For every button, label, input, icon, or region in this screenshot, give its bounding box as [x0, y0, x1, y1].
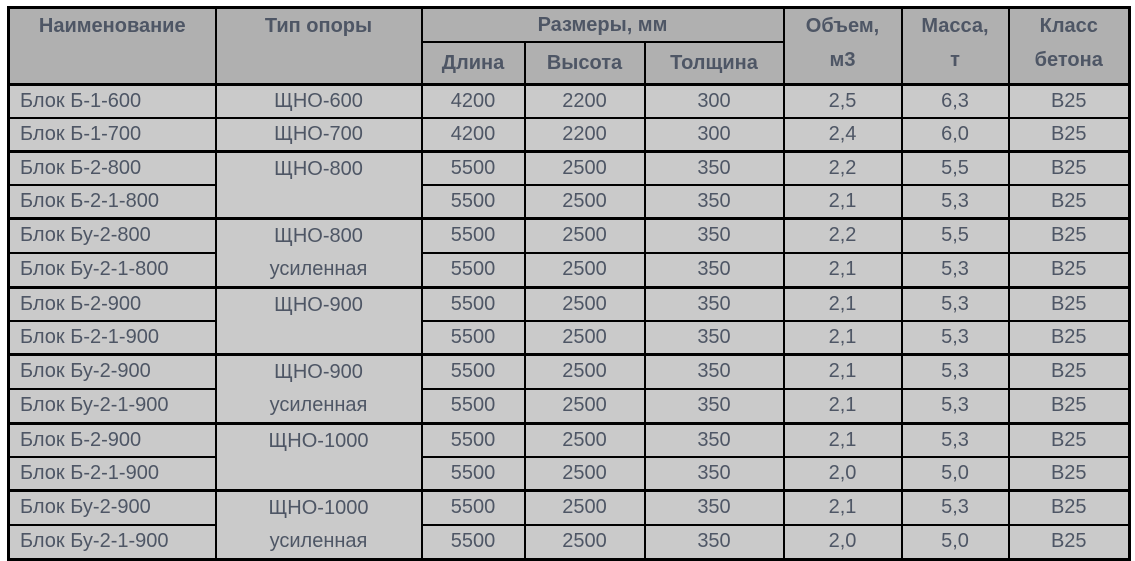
cell-volume: 2,0: [784, 457, 902, 491]
cell-mass: 5,5: [902, 152, 1009, 186]
cell-length: 4200: [422, 85, 525, 119]
support-type-line1: ЩНО-800: [274, 158, 363, 180]
table-row: [9, 457, 1130, 491]
cell-thickness: 300: [645, 85, 784, 119]
cell-thickness: 350: [645, 219, 784, 254]
cell-name: Блок Б-2-800: [9, 152, 216, 186]
header-mass-line1: Масса,: [921, 15, 989, 37]
cell-name: Блок Бу-2-800: [9, 219, 216, 254]
cell-concrete-class: В25: [1009, 118, 1130, 152]
table-row: [9, 253, 1130, 288]
cell-support-type: [216, 355, 422, 424]
cell-height: 2500: [525, 152, 645, 186]
cell-thickness: 350: [645, 321, 784, 355]
cell-mass: 5,3: [902, 424, 1009, 458]
table-row: [9, 525, 1130, 560]
cell-mass: 6,3: [902, 85, 1009, 119]
cell-height: 2500: [525, 355, 645, 390]
concrete-blocks-table: [7, 6, 1131, 561]
cell-length: 5500: [422, 389, 525, 424]
cell-volume: 2,1: [784, 321, 902, 355]
header-cell-height: Высота: [525, 42, 645, 85]
cell-concrete-class: В25: [1009, 424, 1130, 458]
support-type-line2: усиленная: [269, 530, 368, 552]
support-type-line1: ЩНО-1000: [268, 430, 369, 452]
cell-thickness: 350: [645, 525, 784, 560]
cell-concrete-class: В25: [1009, 491, 1130, 526]
header-cell-length: Длина: [422, 42, 525, 85]
cell-support-type: [216, 152, 422, 219]
cell-height: 2500: [525, 491, 645, 526]
cell-support-type: ЩНО-600: [216, 85, 422, 119]
cell-volume: 2,0: [784, 525, 902, 560]
header-volume-line1: Объем,: [805, 15, 880, 37]
cell-mass: 5,3: [902, 355, 1009, 390]
cell-concrete-class: В25: [1009, 389, 1130, 424]
cell-concrete-class: В25: [1009, 185, 1130, 219]
cell-length: 4200: [422, 118, 525, 152]
cell-name: Блок Б-2-1-800: [9, 185, 216, 219]
support-type-line1: ЩНО-800: [274, 225, 363, 247]
cell-concrete-class: В25: [1009, 152, 1130, 186]
cell-concrete-class: В25: [1009, 85, 1130, 119]
cell-name: Блок Б-2-900: [9, 424, 216, 458]
cell-height: 2500: [525, 424, 645, 458]
cell-volume: 2,1: [784, 355, 902, 390]
cell-volume: 2,2: [784, 219, 902, 254]
table-header: [9, 8, 1130, 85]
cell-volume: 2,4: [784, 118, 902, 152]
cell-height: 2500: [525, 288, 645, 322]
cell-length: 5500: [422, 321, 525, 355]
cell-name: Блок Б-1-600: [9, 85, 216, 119]
support-type-line1: ЩНО-900: [274, 294, 363, 316]
header-mass-line2: т: [950, 49, 960, 71]
cell-volume: 2,1: [784, 253, 902, 288]
header-row-1: [9, 8, 1130, 43]
cell-support-type: [216, 288, 422, 355]
cell-concrete-class: В25: [1009, 288, 1130, 322]
table-body: [9, 85, 1130, 560]
cell-length: 5500: [422, 457, 525, 491]
cell-height: 2500: [525, 185, 645, 219]
cell-length: 5500: [422, 355, 525, 390]
cell-support-type: ЩНО-700: [216, 118, 422, 152]
cell-concrete-class: В25: [1009, 219, 1130, 254]
table-row: [9, 152, 1130, 186]
table-row: [9, 424, 1130, 458]
header-cell-support-type: Тип опоры: [216, 8, 422, 85]
header-class-line1: Класс: [1039, 15, 1098, 37]
cell-thickness: 300: [645, 118, 784, 152]
cell-height: 2200: [525, 118, 645, 152]
cell-length: 5500: [422, 152, 525, 186]
table-row: [9, 491, 1130, 526]
support-type-line2: усиленная: [269, 258, 368, 280]
cell-support-type: [216, 219, 422, 288]
header-cell-concrete-class: [1009, 8, 1130, 85]
cell-mass: 5,3: [902, 253, 1009, 288]
header-volume-line2: м3: [829, 49, 856, 71]
cell-thickness: 350: [645, 424, 784, 458]
cell-height: 2500: [525, 253, 645, 288]
table-row: [9, 321, 1130, 355]
cell-length: 5500: [422, 219, 525, 254]
support-type-line1: ЩНО-900: [274, 361, 363, 383]
header-cell-volume: [784, 8, 902, 85]
table-row: [9, 219, 1130, 254]
cell-length: 5500: [422, 253, 525, 288]
cell-thickness: 350: [645, 491, 784, 526]
cell-name: Блок Бу-2-1-800: [9, 253, 216, 288]
cell-thickness: 350: [645, 355, 784, 390]
cell-concrete-class: В25: [1009, 457, 1130, 491]
cell-concrete-class: В25: [1009, 321, 1130, 355]
header-class-line2: бетона: [1034, 49, 1103, 71]
cell-support-type: [216, 424, 422, 491]
cell-concrete-class: В25: [1009, 253, 1130, 288]
cell-volume: 2,1: [784, 185, 902, 219]
cell-volume: 2,5: [784, 85, 902, 119]
cell-thickness: 350: [645, 152, 784, 186]
table-row: [9, 118, 1130, 152]
cell-mass: 5,3: [902, 389, 1009, 424]
cell-name: Блок Б-2-1-900: [9, 457, 216, 491]
cell-height: 2500: [525, 525, 645, 560]
cell-length: 5500: [422, 424, 525, 458]
cell-mass: 5,5: [902, 219, 1009, 254]
cell-name: Блок Б-1-700: [9, 118, 216, 152]
cell-mass: 6,0: [902, 118, 1009, 152]
cell-mass: 5,3: [902, 288, 1009, 322]
cell-height: 2500: [525, 321, 645, 355]
cell-name: Блок Бу-2-900: [9, 355, 216, 390]
cell-name: Блок Бу-2-900: [9, 491, 216, 526]
cell-mass: 5,3: [902, 185, 1009, 219]
cell-volume: 2,2: [784, 152, 902, 186]
table-row: [9, 185, 1130, 219]
cell-mass: 5,3: [902, 321, 1009, 355]
cell-thickness: 350: [645, 185, 784, 219]
header-cell-dimensions-group: Размеры, мм: [422, 8, 784, 43]
support-type-line2: усиленная: [269, 394, 368, 416]
cell-mass: 5,3: [902, 491, 1009, 526]
cell-mass: 5,0: [902, 457, 1009, 491]
table-row: [9, 85, 1130, 119]
cell-name: Блок Бу-2-1-900: [9, 389, 216, 424]
cell-volume: 2,1: [784, 288, 902, 322]
table-row: [9, 355, 1130, 390]
cell-height: 2200: [525, 85, 645, 119]
table-row: [9, 288, 1130, 322]
cell-mass: 5,0: [902, 525, 1009, 560]
cell-name: Блок Б-2-1-900: [9, 321, 216, 355]
cell-thickness: 350: [645, 457, 784, 491]
cell-support-type: [216, 491, 422, 560]
cell-name: Блок Бу-2-1-900: [9, 525, 216, 560]
cell-length: 5500: [422, 525, 525, 560]
cell-thickness: 350: [645, 253, 784, 288]
cell-thickness: 350: [645, 288, 784, 322]
cell-thickness: 350: [645, 389, 784, 424]
cell-concrete-class: В25: [1009, 355, 1130, 390]
cell-height: 2500: [525, 389, 645, 424]
cell-concrete-class: В25: [1009, 525, 1130, 560]
cell-length: 5500: [422, 185, 525, 219]
cell-length: 5500: [422, 288, 525, 322]
header-cell-thickness: Толщина: [645, 42, 784, 85]
table-row: [9, 389, 1130, 424]
cell-volume: 2,1: [784, 491, 902, 526]
cell-volume: 2,1: [784, 389, 902, 424]
support-type-line1: ЩНО-1000: [268, 497, 369, 519]
header-cell-name: Наименование: [9, 8, 216, 85]
cell-volume: 2,1: [784, 424, 902, 458]
cell-name: Блок Б-2-900: [9, 288, 216, 322]
cell-length: 5500: [422, 491, 525, 526]
header-cell-mass: [902, 8, 1009, 85]
cell-height: 2500: [525, 457, 645, 491]
cell-height: 2500: [525, 219, 645, 254]
